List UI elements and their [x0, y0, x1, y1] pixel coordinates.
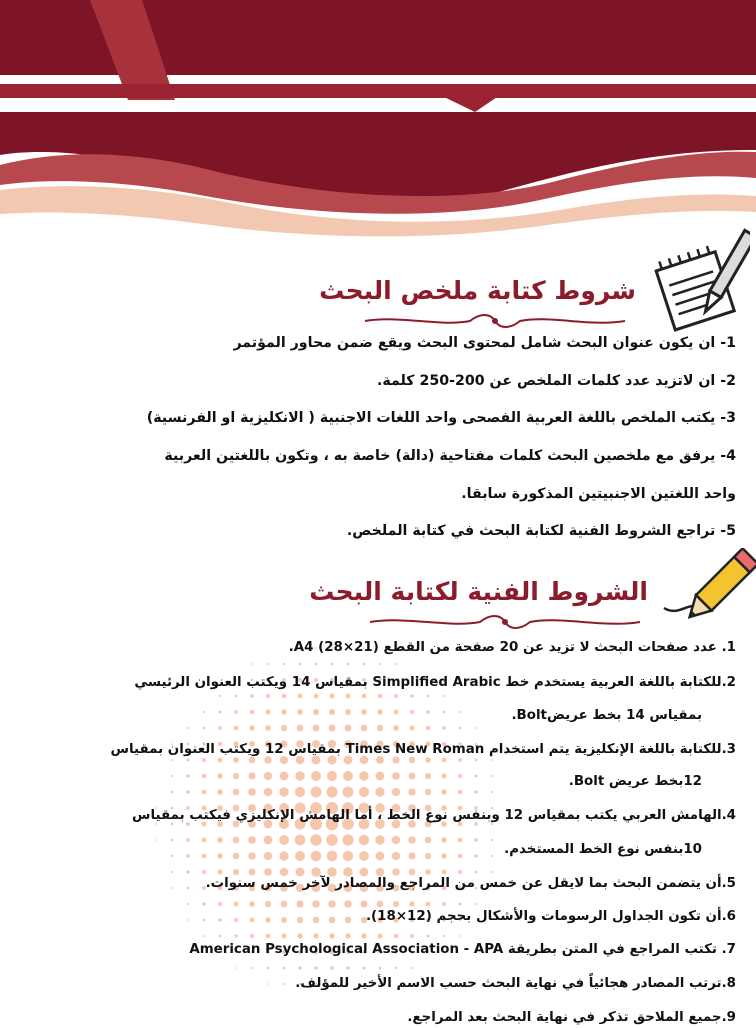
- halftone-dot: [217, 837, 223, 843]
- halftone-dot: [266, 710, 271, 715]
- halftone-dot: [425, 853, 431, 859]
- halftone-dot: [394, 934, 398, 938]
- halftone-dot: [281, 901, 288, 908]
- halftone-dot: [217, 789, 223, 795]
- halftone-dot: [361, 709, 367, 715]
- halftone-dot: [327, 851, 338, 862]
- halftone-dot: [264, 772, 272, 780]
- halftone-dot: [311, 787, 322, 798]
- halftone-dot: [186, 790, 190, 794]
- halftone-dot: [313, 933, 318, 938]
- halftone-dot: [345, 917, 351, 923]
- section2-item-4-continued: 10بنفس نوع الخط المستخدم.: [504, 842, 702, 857]
- halftone-dot: [203, 919, 206, 922]
- halftone-dot: [326, 786, 337, 797]
- halftone-dot: [425, 789, 431, 795]
- halftone-dot: [250, 934, 254, 938]
- halftone-dot: [313, 917, 319, 923]
- halftone-dot: [410, 934, 414, 938]
- halftone-dot: [441, 837, 446, 842]
- halftone-dot: [235, 967, 237, 969]
- halftone-dot: [377, 725, 383, 731]
- section1-item-3: 3- يكتب الملخص باللغة العربية الفصحى واحد اللغات الاجنبية ( الانكليزية او الفرنسية): [146, 410, 736, 426]
- halftone-dot: [408, 788, 415, 795]
- halftone-dot: [249, 725, 254, 730]
- halftone-dot: [474, 774, 477, 777]
- halftone-dot: [264, 836, 273, 845]
- halftone-dot: [392, 788, 400, 796]
- halftone-dot: [279, 835, 289, 845]
- title-underline-flourish-2: [365, 612, 645, 632]
- halftone-dot: [344, 900, 351, 907]
- halftone-dot: [281, 709, 286, 714]
- halftone-dot: [171, 839, 174, 842]
- halftone-dot: [329, 709, 335, 715]
- halftone-dot: [409, 901, 414, 906]
- halftone-dot: [251, 967, 253, 969]
- halftone-dot: [251, 663, 253, 665]
- halftone-dot: [233, 789, 240, 796]
- halftone-dot: [155, 839, 157, 841]
- halftone-dot: [266, 694, 270, 698]
- title-underline-flourish: [360, 311, 630, 331]
- halftone-dot: [426, 710, 430, 714]
- halftone-dot: [345, 933, 350, 938]
- halftone-dot: [425, 837, 432, 844]
- halftone-dot: [378, 934, 383, 939]
- section1-item-4-continued: واحد اللغتين الاجنبيتين المذكورة سابقا.: [461, 486, 736, 502]
- halftone-dot: [345, 709, 351, 715]
- halftone-dot: [359, 771, 368, 780]
- halftone-dot: [202, 790, 207, 795]
- section2-item-2-continued: بمقياس 14 بخط عريضBolt.: [511, 708, 702, 723]
- halftone-dot: [234, 902, 239, 907]
- halftone-dot: [459, 711, 461, 713]
- halftone-dot: [296, 900, 303, 907]
- halftone-dot: [491, 775, 493, 777]
- halftone-dot: [459, 935, 461, 937]
- halftone-dot: [491, 855, 493, 857]
- halftone-dot: [233, 853, 239, 859]
- halftone-dot: [442, 902, 446, 906]
- halftone-dot: [186, 838, 190, 842]
- halftone-dot: [297, 725, 304, 732]
- halftone-dot: [392, 772, 400, 780]
- section2-item-5: 5.أن يتضمن البحث بما لايقل عن خمس من المراجع والمصادر لآخر خمس سنوات.: [205, 876, 736, 891]
- halftone-dot: [187, 727, 189, 729]
- halftone-dot: [343, 787, 354, 798]
- halftone-dot: [376, 772, 385, 781]
- halftone-dot: [234, 918, 238, 922]
- halftone-dot: [441, 789, 446, 794]
- halftone-dot: [345, 725, 352, 732]
- halftone-dot: [283, 967, 286, 970]
- halftone-dot: [474, 854, 477, 857]
- halftone-dot: [474, 790, 477, 793]
- halftone-dot: [379, 663, 381, 665]
- halftone-dot: [203, 711, 205, 713]
- halftone-dot: [359, 835, 369, 845]
- section1-item-5: 5- تراجع الشروط الفنية لكتابة البحث في كتابة الملخص.: [346, 523, 736, 539]
- halftone-dot: [362, 694, 367, 699]
- halftone-dot: [347, 663, 350, 666]
- section2-item-7: 7. تكتب المراجع في المتن بطريقة American Psychological Association - APA: [189, 942, 736, 957]
- halftone-dot: [267, 983, 269, 985]
- halftone-dot: [458, 790, 462, 794]
- halftone-dot: [395, 663, 397, 665]
- halftone-dot: [264, 788, 273, 797]
- halftone-dot: [187, 919, 189, 921]
- halftone-dot: [459, 903, 462, 906]
- section1-item-4: 4- يرفق مع ملخصين البحث كلمات مفتاحية (دالة) خاصة به ، وتكون باللغتين العربية: [164, 448, 736, 464]
- section2-item-4: 4.الهامش العربي يكتب بمقياس 12 وبنفس نوع الخط ، أما الهامش الإنكليزي فيكتب بمقياس: [132, 808, 736, 823]
- halftone-dot: [411, 967, 413, 969]
- section1-title: شروط كتابة ملخص البحث: [319, 276, 636, 305]
- halftone-dot: [313, 709, 319, 715]
- halftone-dot: [329, 917, 336, 924]
- section2-item-9: 9.جميع الملاحق تذكر في نهاية البحث بعد المراجع.: [407, 1010, 736, 1025]
- halftone-dot: [297, 917, 303, 923]
- halftone-dot: [186, 870, 189, 873]
- halftone-dot: [279, 787, 289, 797]
- halftone-dot: [379, 967, 382, 970]
- halftone-dot: [250, 918, 255, 923]
- halftone-dot: [343, 771, 353, 781]
- halftone-dot: [280, 772, 289, 781]
- halftone-dot: [186, 854, 189, 857]
- halftone-dot: [443, 935, 445, 937]
- halftone-dot: [314, 694, 319, 699]
- halftone-dot: [298, 694, 303, 699]
- section2-item-2: 2.للكتابة باللغة العربية يستخدم خط Simplified Arabic بمقياس 14 ويكتب العنوان الرئيسي: [134, 675, 736, 690]
- halftone-dot: [186, 774, 189, 777]
- halftone-dot: [264, 852, 272, 860]
- halftone-dot: [375, 787, 384, 796]
- halftone-dot: [394, 710, 399, 715]
- halftone-dot: [265, 917, 270, 922]
- section1-item-2: 2- ان لاتزيد عدد كلمات الملخص عن 200-250 كلمة.: [376, 373, 736, 389]
- halftone-dot: [265, 901, 271, 907]
- halftone-dot: [202, 902, 205, 905]
- halftone-dot: [282, 694, 286, 698]
- halftone-dot: [410, 726, 415, 731]
- halftone-dot: [297, 933, 302, 938]
- halftone-dot: [266, 934, 270, 938]
- halftone-dot: [491, 791, 493, 793]
- halftone-dot: [377, 709, 382, 714]
- halftone-dot: [311, 771, 321, 781]
- section2-item-8: 8.ترتب المصادر هجائياً في نهاية البحث حسب الاسم الأخير للمؤلف.: [295, 976, 736, 991]
- halftone-dot: [346, 694, 351, 699]
- halftone-dot: [203, 727, 206, 730]
- halftone-dot: [313, 725, 320, 732]
- halftone-dot: [392, 836, 401, 845]
- halftone-dot: [299, 663, 302, 666]
- halftone-dot: [202, 854, 206, 858]
- header-banner: [0, 0, 756, 250]
- section2-item-3: 3.للكتابة باللغة الإنكليزية يتم استخدام Times New Roman بمقياس 12 ويكتب العنوان بمقياس: [110, 742, 736, 757]
- section2-item-3-continued: 12بخط عريض Bolt.: [568, 774, 702, 789]
- section2-item-1: 1. عدد صفحات البحث لا تزيد عن 20 صفحة من القطع (21×28) A4.: [288, 640, 736, 655]
- halftone-dot: [361, 725, 368, 732]
- halftone-dot: [187, 903, 189, 905]
- halftone-dot: [265, 725, 271, 731]
- halftone-dot: [363, 663, 366, 666]
- halftone-dot: [248, 852, 255, 859]
- halftone-dot: [295, 851, 305, 861]
- halftone-dot: [283, 663, 285, 665]
- halftone-dot: [441, 853, 446, 858]
- halftone-dot: [327, 771, 337, 781]
- halftone-dot: [295, 771, 305, 781]
- halftone-dot: [375, 835, 385, 845]
- halftone-dot: [474, 838, 477, 841]
- halftone-dot: [330, 694, 335, 699]
- halftone-dot: [359, 851, 369, 861]
- halftone-dot: [459, 727, 462, 730]
- halftone-dot: [346, 966, 349, 969]
- halftone-dot: [219, 695, 221, 697]
- halftone-dot: [283, 983, 285, 985]
- halftone-dot: [171, 871, 173, 873]
- halftone-dot: [409, 773, 416, 780]
- halftone-dot: [234, 710, 238, 714]
- halftone-dot: [362, 966, 365, 969]
- halftone-dot: [425, 773, 431, 779]
- halftone-dot: [171, 855, 173, 857]
- halftone-dot: [295, 787, 305, 797]
- halftone-dot: [376, 852, 385, 861]
- halftone-dot: [234, 726, 238, 730]
- halftone-dot: [279, 851, 288, 860]
- halftone-dot: [443, 711, 446, 714]
- halftone-dot: [249, 901, 255, 907]
- halftone-dot: [392, 852, 400, 860]
- halftone-dot: [491, 871, 493, 873]
- halftone-dot: [331, 663, 334, 666]
- halftone-dot: [248, 836, 256, 844]
- halftone-dot: [233, 837, 240, 844]
- halftone-dot: [171, 887, 173, 889]
- halftone-dot: [359, 787, 369, 797]
- pencil-icon: [660, 548, 756, 630]
- halftone-dot: [217, 853, 222, 858]
- halftone-dot: [171, 775, 173, 777]
- notepad-pencil-icon: [650, 228, 750, 333]
- halftone-dot: [427, 695, 430, 698]
- halftone-dot: [250, 710, 254, 714]
- halftone-dot: [361, 933, 366, 938]
- section2-item-6: 6.أن تكون الجداول الرسومات والأشكال بحجم (12×18).: [365, 909, 736, 924]
- halftone-dot: [219, 711, 222, 714]
- section2-title: الشروط الفنية لكتابة البحث: [309, 577, 648, 606]
- halftone-dot: [410, 710, 414, 714]
- halftone-dot: [394, 694, 398, 698]
- halftone-dot: [326, 834, 338, 846]
- halftone-dot: [310, 834, 321, 845]
- halftone-dot: [281, 917, 287, 923]
- halftone-dot: [443, 695, 445, 697]
- halftone-dot: [311, 851, 321, 861]
- halftone-dot: [441, 773, 446, 778]
- halftone-dot: [458, 774, 462, 778]
- halftone-dot: [328, 900, 336, 908]
- halftone-dot: [248, 788, 256, 796]
- halftone-dot: [282, 934, 287, 939]
- halftone-dot: [219, 935, 222, 938]
- halftone-dot: [187, 887, 190, 890]
- halftone-dot: [298, 966, 301, 969]
- halftone-dot: [343, 851, 353, 861]
- halftone-dot: [408, 836, 416, 844]
- halftone-dot: [329, 933, 334, 938]
- halftone-dot: [267, 967, 270, 970]
- halftone-dot: [314, 966, 317, 969]
- halftone-dot: [426, 934, 429, 937]
- halftone-dot: [442, 726, 445, 729]
- halftone-dot: [295, 835, 306, 846]
- halftone-dot: [395, 967, 397, 969]
- halftone-dot: [235, 695, 238, 698]
- halftone-dot: [218, 726, 222, 730]
- halftone-dot: [250, 694, 253, 697]
- halftone-dot: [410, 694, 413, 697]
- halftone-dot: [297, 709, 303, 715]
- halftone-dot: [234, 934, 237, 937]
- halftone-dot: [202, 774, 206, 778]
- halftone-dot: [267, 663, 269, 665]
- halftone-dot: [475, 903, 477, 905]
- halftone-dot: [330, 966, 333, 969]
- halftone-dot: [281, 725, 287, 731]
- halftone-dot: [217, 773, 222, 778]
- halftone-dot: [458, 838, 462, 842]
- halftone-dot: [426, 726, 430, 730]
- halftone-dot: [426, 902, 431, 907]
- halftone-dot: [378, 694, 382, 698]
- section1-item-1: 1- ان يكون عنوان البحث شامل لمحتوى البحث ويقع ضمن محاور المؤتمر: [233, 335, 736, 351]
- halftone-dot: [202, 838, 207, 843]
- halftone-dot: [408, 852, 415, 859]
- halftone-dot: [233, 773, 239, 779]
- halftone-dot: [218, 902, 222, 906]
- halftone-dot: [328, 724, 335, 731]
- halftone-dot: [218, 918, 221, 921]
- halftone-dot: [475, 727, 477, 729]
- halftone-dot: [458, 854, 462, 858]
- halftone-dot: [248, 772, 255, 779]
- halftone-dot: [491, 839, 493, 841]
- halftone-dot: [393, 725, 399, 731]
- halftone-dot: [312, 900, 319, 907]
- halftone-dot: [342, 834, 353, 845]
- halftone-dot: [203, 935, 205, 937]
- halftone-dot: [315, 663, 318, 666]
- halftone-dot: [171, 791, 174, 794]
